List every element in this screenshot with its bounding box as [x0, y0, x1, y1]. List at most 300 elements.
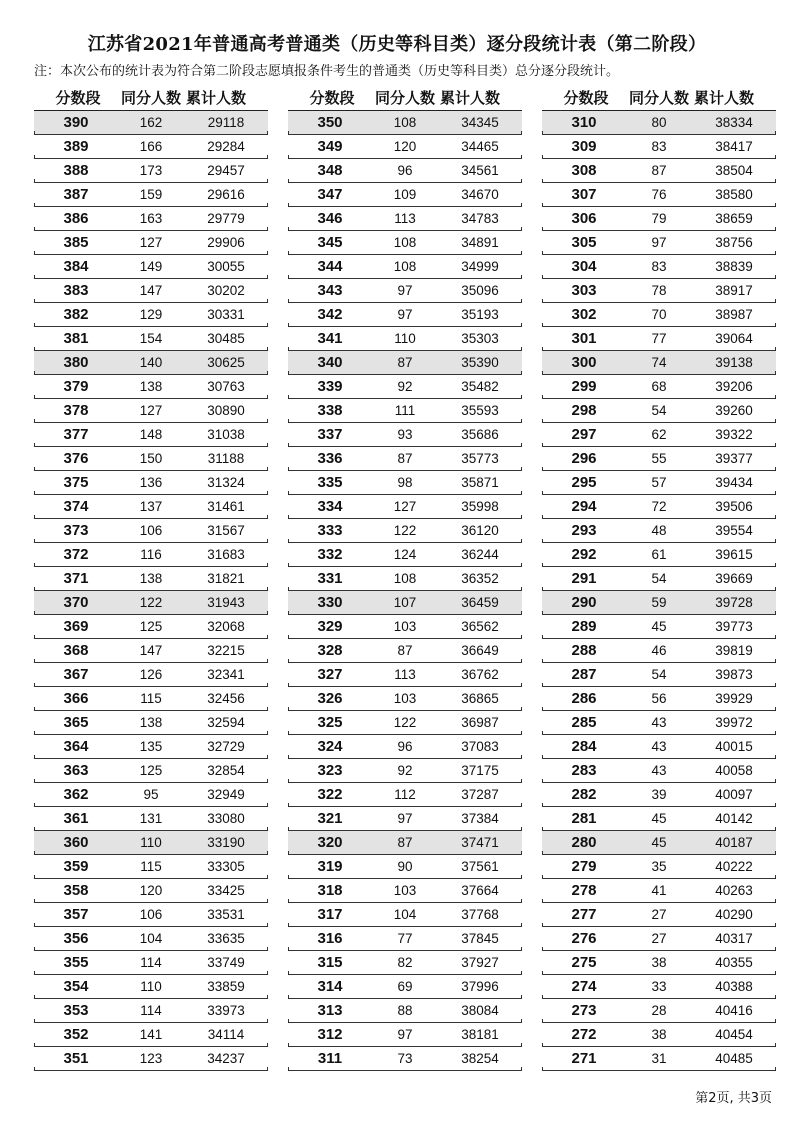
cumulative-cell: 34345: [461, 115, 499, 130]
table-row: [34, 567, 268, 591]
cumulative-cell: 39773: [715, 619, 753, 634]
cumulative-cell: 36459: [461, 595, 499, 610]
table-row: [34, 807, 268, 831]
cumulative-cell: 38580: [715, 187, 753, 202]
table-row: [542, 1023, 776, 1047]
same-count-cell: 38: [651, 1027, 667, 1042]
score-cell: 356: [63, 930, 89, 947]
cumulative-cell: 38254: [461, 1051, 499, 1066]
same-count-cell: 97: [397, 811, 413, 826]
cumulative-cell: 35482: [461, 379, 499, 394]
same-count-cell: 103: [393, 619, 417, 634]
score-cell: 359: [63, 858, 89, 875]
same-count-cell: 110: [394, 331, 416, 346]
cumulative-cell: 39206: [715, 379, 753, 394]
score-cell: 335: [317, 474, 343, 491]
score-cell: 381: [63, 330, 89, 347]
cumulative-cell: 29906: [207, 235, 245, 250]
cumulative-cell: 33305: [207, 859, 245, 874]
cumulative-cell: 34670: [461, 187, 499, 202]
score-cell: 389: [63, 138, 89, 155]
score-cell: 353: [63, 1002, 89, 1019]
score-cell: 294: [571, 498, 597, 515]
table-row: [288, 279, 522, 303]
table-rows: [542, 110, 776, 1071]
cumulative-cell: 40142: [715, 811, 753, 826]
table-row: [288, 975, 522, 999]
cumulative-cell: 33190: [207, 835, 245, 850]
score-cell: 384: [63, 258, 89, 275]
score-cell: 314: [317, 978, 343, 995]
same-count-cell: 166: [139, 139, 163, 154]
score-cell: 288: [571, 642, 597, 659]
same-count-cell: 137: [139, 499, 163, 514]
table-row: [288, 399, 522, 423]
cumulative-cell: 37927: [461, 955, 499, 970]
score-cell: 292: [571, 546, 597, 563]
score-cell: 352: [63, 1026, 89, 1043]
table-row: [288, 927, 522, 951]
same-count-cell: 103: [393, 883, 417, 898]
cumulative-cell: 39260: [715, 403, 753, 418]
cumulative-cell: 39873: [715, 667, 753, 682]
cumulative-cell: 39138: [715, 355, 753, 370]
cumulative-cell: 37083: [461, 739, 499, 754]
cumulative-cell: 32456: [207, 691, 245, 706]
same-count-cell: 108: [393, 115, 417, 130]
same-count-cell: 126: [139, 667, 163, 682]
cumulative-cell: 30763: [207, 379, 245, 394]
score-cell: 271: [571, 1050, 597, 1067]
score-cell: 333: [317, 522, 343, 539]
same-count-cell: 97: [397, 307, 413, 322]
score-cell: 360: [63, 834, 89, 851]
same-count-cell: 147: [139, 283, 163, 298]
same-count-cell: 162: [139, 115, 163, 130]
same-count-cell: 125: [139, 763, 163, 778]
cumulative-cell: 30890: [207, 403, 245, 418]
same-count-cell: 114: [140, 1003, 162, 1018]
cumulative-cell: 36244: [461, 547, 499, 562]
score-cell: 310: [571, 114, 597, 131]
same-count-cell: 43: [651, 739, 667, 754]
table-row: [542, 207, 776, 231]
table-row: [542, 399, 776, 423]
same-count-cell: 35: [651, 859, 667, 874]
table-row: [542, 615, 776, 639]
cumulative-cell: 37845: [461, 931, 499, 946]
same-count-cell: 90: [397, 859, 413, 874]
same-count-cell: 110: [140, 835, 162, 850]
score-cell: 289: [571, 618, 597, 635]
score-cell: 306: [571, 210, 597, 227]
same-count-cell: 62: [651, 427, 667, 442]
cumulative-cell: 37561: [461, 859, 499, 874]
cumulative-cell: 29779: [207, 211, 245, 226]
score-cell: 275: [571, 954, 597, 971]
table-row: [542, 495, 776, 519]
same-count-cell: 54: [651, 403, 667, 418]
cumulative-cell: 35193: [461, 307, 499, 322]
table-row: [542, 687, 776, 711]
cumulative-cell: 39554: [715, 523, 753, 538]
table-row: [34, 855, 268, 879]
same-count-cell: 82: [397, 955, 413, 970]
score-cell: 317: [317, 906, 343, 923]
score-cell: 339: [317, 378, 343, 395]
score-table-column-2: [288, 84, 522, 1071]
same-count-cell: 93: [397, 427, 413, 442]
header-cumulative: 累计人数: [440, 88, 501, 107]
score-cell: 330: [317, 594, 343, 611]
score-cell: 286: [571, 690, 597, 707]
same-count-cell: 76: [651, 187, 667, 202]
same-count-cell: 69: [397, 979, 413, 994]
same-count-cell: 113: [394, 667, 416, 682]
header-cumulative: 累计人数: [694, 88, 755, 107]
table-row: [542, 735, 776, 759]
cumulative-cell: 33531: [207, 907, 245, 922]
cumulative-cell: 39434: [715, 475, 753, 490]
score-cell: 295: [571, 474, 597, 491]
same-count-cell: 110: [140, 979, 162, 994]
same-count-cell: 83: [651, 139, 667, 154]
table-row: [288, 303, 522, 327]
score-cell: 323: [317, 762, 343, 779]
cumulative-cell: 40485: [715, 1051, 753, 1066]
score-table-column-3: [542, 84, 776, 1071]
score-cell: 304: [571, 258, 597, 275]
header-same-count: 同分人数: [374, 88, 435, 107]
cumulative-cell: 39064: [715, 331, 753, 346]
table-row: [288, 903, 522, 927]
cumulative-cell: 40263: [715, 883, 753, 898]
table-row: [34, 951, 268, 975]
table-row: [34, 591, 268, 615]
score-cell: 342: [317, 306, 343, 323]
table-row: [34, 903, 268, 927]
table-row: [288, 471, 522, 495]
table-row: [542, 375, 776, 399]
table-row: [34, 399, 268, 423]
cumulative-cell: 29118: [207, 115, 245, 130]
score-cell: 370: [63, 594, 89, 611]
column-header: [34, 84, 268, 110]
same-count-cell: 98: [397, 475, 413, 490]
same-count-cell: 87: [397, 835, 413, 850]
same-count-cell: 70: [651, 307, 667, 322]
cumulative-cell: 38987: [715, 307, 753, 322]
cumulative-cell: 37287: [461, 787, 499, 802]
same-count-cell: 104: [393, 907, 417, 922]
score-cell: 349: [317, 138, 343, 155]
cumulative-cell: 33635: [207, 931, 245, 946]
cumulative-cell: 39669: [715, 571, 753, 586]
cumulative-cell: 33425: [207, 883, 245, 898]
same-count-cell: 41: [651, 883, 667, 898]
score-cell: 282: [571, 786, 597, 803]
same-count-cell: 92: [397, 379, 413, 394]
same-count-cell: 111: [394, 403, 416, 418]
cumulative-cell: 32068: [207, 619, 245, 634]
score-cell: 363: [63, 762, 89, 779]
cumulative-cell: 39819: [715, 643, 753, 658]
score-cell: 344: [317, 258, 343, 275]
cumulative-cell: 40388: [715, 979, 753, 994]
same-count-cell: 108: [393, 259, 417, 274]
same-count-cell: 28: [651, 1003, 667, 1018]
table-row: [542, 303, 776, 327]
cumulative-cell: 40290: [715, 907, 753, 922]
same-count-cell: 87: [397, 355, 413, 370]
table-row: [288, 447, 522, 471]
same-count-cell: 59: [651, 595, 667, 610]
same-count-cell: 148: [139, 427, 163, 442]
table-row: [288, 375, 522, 399]
table-row: [34, 927, 268, 951]
cumulative-cell: 40355: [715, 955, 753, 970]
table-row: [542, 327, 776, 351]
score-cell: 318: [317, 882, 343, 899]
score-cell: 354: [63, 978, 89, 995]
same-count-cell: 39: [651, 787, 667, 802]
table-row: [34, 759, 268, 783]
score-cell: 348: [317, 162, 343, 179]
table-row: [34, 543, 268, 567]
score-cell: 273: [571, 1002, 597, 1019]
table-row: [542, 567, 776, 591]
cumulative-cell: 32341: [207, 667, 245, 682]
table-row: [288, 135, 522, 159]
same-count-cell: 61: [651, 547, 667, 562]
score-cell: 309: [571, 138, 597, 155]
cumulative-cell: 33859: [207, 979, 245, 994]
table-row: [34, 999, 268, 1023]
same-count-cell: 27: [651, 931, 667, 946]
table-rows: [34, 110, 268, 1071]
same-count-cell: 96: [397, 739, 413, 754]
cumulative-cell: 35686: [461, 427, 499, 442]
table-row: [34, 471, 268, 495]
table-row: [34, 663, 268, 687]
same-count-cell: 114: [140, 955, 162, 970]
same-count-cell: 97: [397, 1027, 413, 1042]
same-count-cell: 107: [393, 595, 417, 610]
cumulative-cell: 32594: [207, 715, 245, 730]
table-row: [542, 447, 776, 471]
table-row: [34, 879, 268, 903]
score-cell: 299: [571, 378, 597, 395]
table-row: [288, 567, 522, 591]
cumulative-cell: 36562: [461, 619, 499, 634]
score-cell: 301: [571, 330, 597, 347]
table-row: [542, 135, 776, 159]
same-count-cell: 45: [651, 619, 667, 634]
table-row: [288, 1023, 522, 1047]
score-cell: 345: [317, 234, 343, 251]
cumulative-cell: 37471: [461, 835, 499, 850]
table-row: [288, 759, 522, 783]
table-row: [288, 615, 522, 639]
cumulative-cell: 32854: [207, 763, 245, 778]
table-row: [34, 711, 268, 735]
cumulative-cell: 38181: [461, 1027, 499, 1042]
same-count-cell: 163: [139, 211, 163, 226]
cumulative-cell: 38659: [715, 211, 753, 226]
score-cell: 307: [571, 186, 597, 203]
cumulative-cell: 35593: [461, 403, 499, 418]
score-cell: 361: [63, 810, 89, 827]
table-row: [288, 183, 522, 207]
same-count-cell: 125: [139, 619, 163, 634]
table-row: [542, 543, 776, 567]
table-row: [542, 999, 776, 1023]
cumulative-cell: 36649: [461, 643, 499, 658]
score-cell: 368: [63, 642, 89, 659]
score-cell: 380: [63, 354, 89, 371]
table-row: [34, 207, 268, 231]
cumulative-cell: 38417: [715, 139, 753, 154]
score-cell: 300: [571, 354, 597, 371]
table-row: [288, 711, 522, 735]
same-count-cell: 138: [139, 379, 163, 394]
score-cell: 382: [63, 306, 89, 323]
table-row: [542, 807, 776, 831]
table-row: [288, 879, 522, 903]
cumulative-cell: 34465: [461, 139, 499, 154]
score-cell: 375: [63, 474, 89, 491]
cumulative-cell: 39506: [715, 499, 753, 514]
same-count-cell: 74: [651, 355, 667, 370]
table-row: [34, 447, 268, 471]
score-cell: 290: [571, 594, 597, 611]
table-row: [288, 423, 522, 447]
cumulative-cell: 38504: [715, 163, 753, 178]
cumulative-cell: 40317: [715, 931, 753, 946]
table-row: [34, 327, 268, 351]
table-row: [34, 423, 268, 447]
cumulative-cell: 31821: [207, 571, 245, 586]
score-cell: 366: [63, 690, 89, 707]
cumulative-cell: 39322: [715, 427, 753, 442]
same-count-cell: 113: [394, 211, 416, 226]
page-title: 江苏省2021年普通高考普通类（历史等科目类）逐分段统计表（第二阶段）: [87, 34, 707, 55]
cumulative-cell: 34999: [461, 259, 499, 274]
table-row: [288, 207, 522, 231]
header-score: 分数段: [55, 88, 101, 107]
same-count-cell: 108: [393, 235, 417, 250]
same-count-cell: 122: [393, 715, 417, 730]
score-cell: 357: [63, 906, 89, 923]
cumulative-cell: 34237: [207, 1051, 245, 1066]
same-count-cell: 129: [139, 307, 163, 322]
score-cell: 315: [317, 954, 343, 971]
table-row: [288, 999, 522, 1023]
cumulative-cell: 36987: [461, 715, 499, 730]
score-cell: 322: [317, 786, 343, 803]
table-row: [542, 279, 776, 303]
table-row: [34, 639, 268, 663]
same-count-cell: 124: [393, 547, 417, 562]
same-count-cell: 96: [397, 163, 413, 178]
score-cell: 328: [317, 642, 343, 659]
score-cell: 283: [571, 762, 597, 779]
same-count-cell: 33: [651, 979, 667, 994]
table-row: [34, 135, 268, 159]
same-count-cell: 120: [139, 883, 163, 898]
cumulative-cell: 39972: [715, 715, 753, 730]
table-row: [288, 543, 522, 567]
same-count-cell: 141: [139, 1027, 163, 1042]
score-cell: 374: [63, 498, 89, 515]
score-cell: 312: [317, 1026, 343, 1043]
score-cell: 371: [63, 570, 89, 587]
same-count-cell: 123: [139, 1051, 163, 1066]
score-cell: 340: [317, 354, 343, 371]
same-count-cell: 154: [139, 331, 163, 346]
same-count-cell: 83: [651, 259, 667, 274]
cumulative-cell: 40222: [715, 859, 753, 874]
cumulative-cell: 37175: [461, 763, 499, 778]
cumulative-cell: 38084: [461, 1003, 499, 1018]
table-row: [288, 495, 522, 519]
score-cell: 325: [317, 714, 343, 731]
score-cell: 297: [571, 426, 597, 443]
score-cell: 364: [63, 738, 89, 755]
header-score: 分数段: [309, 88, 355, 107]
cumulative-cell: 38756: [715, 235, 753, 250]
table-row: [288, 255, 522, 279]
table-row: [288, 807, 522, 831]
cumulative-cell: 38334: [715, 115, 753, 130]
cumulative-cell: 37768: [461, 907, 499, 922]
table-row: [542, 471, 776, 495]
cumulative-cell: 29284: [207, 139, 245, 154]
cumulative-cell: 34783: [461, 211, 499, 226]
table-row: [288, 951, 522, 975]
score-cell: 365: [63, 714, 89, 731]
same-count-cell: 92: [397, 763, 413, 778]
cumulative-cell: 30331: [207, 307, 245, 322]
score-cell: 296: [571, 450, 597, 467]
score-cell: 316: [317, 930, 343, 947]
score-cell: 308: [571, 162, 597, 179]
table-row: [542, 255, 776, 279]
cumulative-cell: 35773: [461, 451, 499, 466]
score-cell: 343: [317, 282, 343, 299]
score-cell: 287: [571, 666, 597, 683]
cumulative-cell: 40454: [715, 1027, 753, 1042]
cumulative-cell: 36762: [461, 667, 499, 682]
same-count-cell: 103: [393, 691, 417, 706]
cumulative-cell: 40058: [715, 763, 753, 778]
table-row: [288, 327, 522, 351]
same-count-cell: 45: [651, 835, 667, 850]
table-row: [34, 231, 268, 255]
same-count-cell: 150: [139, 451, 163, 466]
score-cell: 305: [571, 234, 597, 251]
score-cell: 367: [63, 666, 89, 683]
cumulative-cell: 39728: [715, 595, 753, 610]
table-row: [34, 831, 268, 855]
score-cell: 377: [63, 426, 89, 443]
table-row: [542, 927, 776, 951]
same-count-cell: 77: [651, 331, 667, 346]
table-row: [542, 663, 776, 687]
score-cell: 358: [63, 882, 89, 899]
table-row: [288, 663, 522, 687]
table-row: [34, 303, 268, 327]
